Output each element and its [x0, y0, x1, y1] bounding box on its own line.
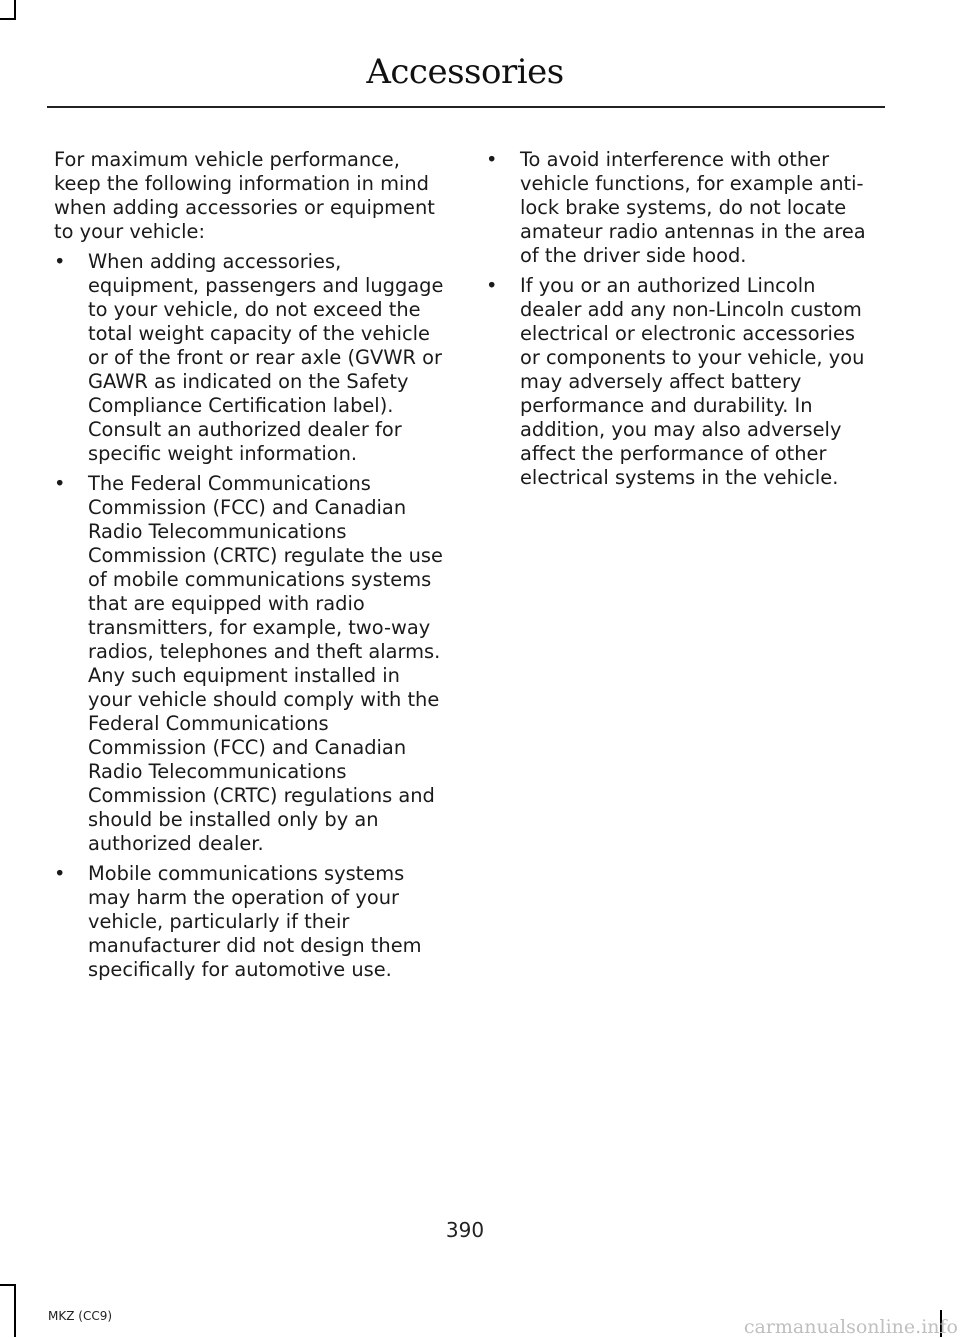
list-item	[54, 250, 448, 466]
list-item	[486, 148, 880, 268]
crop-mark-top-left-h	[0, 18, 16, 20]
right-bullet-list	[486, 148, 880, 490]
crop-mark-bottom-left-h	[0, 1284, 16, 1286]
intro-paragraph: For maximum vehicle performance, keep the following information in mind when adding accessories or equipment to your vehicle:	[54, 148, 435, 243]
footer-model: MKZ (CC9)	[48, 1309, 113, 1323]
left-column	[54, 148, 448, 988]
list-item-text: If you or an authorized Lincoln dealer add any non-Lincoln custom electrical or electronic accessories or components to your vehicle, you may adversely affect battery performance and durability. In addition, you may also adversely affect the performance of other electrical systems in the vehicle.	[520, 274, 865, 489]
bullet-icon: •	[54, 250, 66, 273]
list-item	[486, 274, 880, 490]
header-rule	[47, 106, 885, 108]
list-item-text: To avoid interference with other vehicle functions, for example anti-lock brake systems, do not locate amateur radio antennas in the area of the driver side hood.	[520, 148, 866, 267]
left-bullet-list	[54, 250, 448, 982]
crop-mark-top-left-v	[14, 0, 16, 20]
list-item	[54, 862, 448, 982]
right-column	[486, 148, 880, 496]
bullet-icon: •	[54, 472, 66, 495]
list-item-text: Mobile communications systems may harm the operation of your vehicle, particularly if their manufacturer did not design them specifically for automotive use.	[88, 862, 422, 981]
bullet-icon: •	[486, 274, 498, 297]
crop-mark-bottom-left-v	[14, 1284, 16, 1337]
page-title: Accessories	[366, 52, 564, 92]
watermark: carmanualsonline.info	[743, 1316, 958, 1338]
list-item	[54, 472, 448, 856]
list-item-text: The Federal Communications Commission (FCC) and Canadian Radio Telecommunications Commission (CRTC) regulate the use of mobile communications systems that are equipped with radio transmitters, for example, two-way radios, telephones and theft alarms. Any such equipment installed in your vehicle should comply with the Federal Communications Commission (FCC) and Canadian Radio Telecommunications Commission (CRTC) regulations and should be installed only by an authorized dealer.	[88, 472, 443, 855]
page-number: 390	[445, 1218, 485, 1242]
list-item-text: When adding accessories, equipment, passengers and luggage to your vehicle, do not exceed the total weight capacity of the vehicle or of the front or rear axle (GVWR or GAWR as indicated on the Safety Compliance Certification label). Consult an authorized dealer for specific weight information.	[88, 250, 444, 465]
bullet-icon: •	[486, 148, 498, 171]
bullet-icon: •	[54, 862, 66, 885]
